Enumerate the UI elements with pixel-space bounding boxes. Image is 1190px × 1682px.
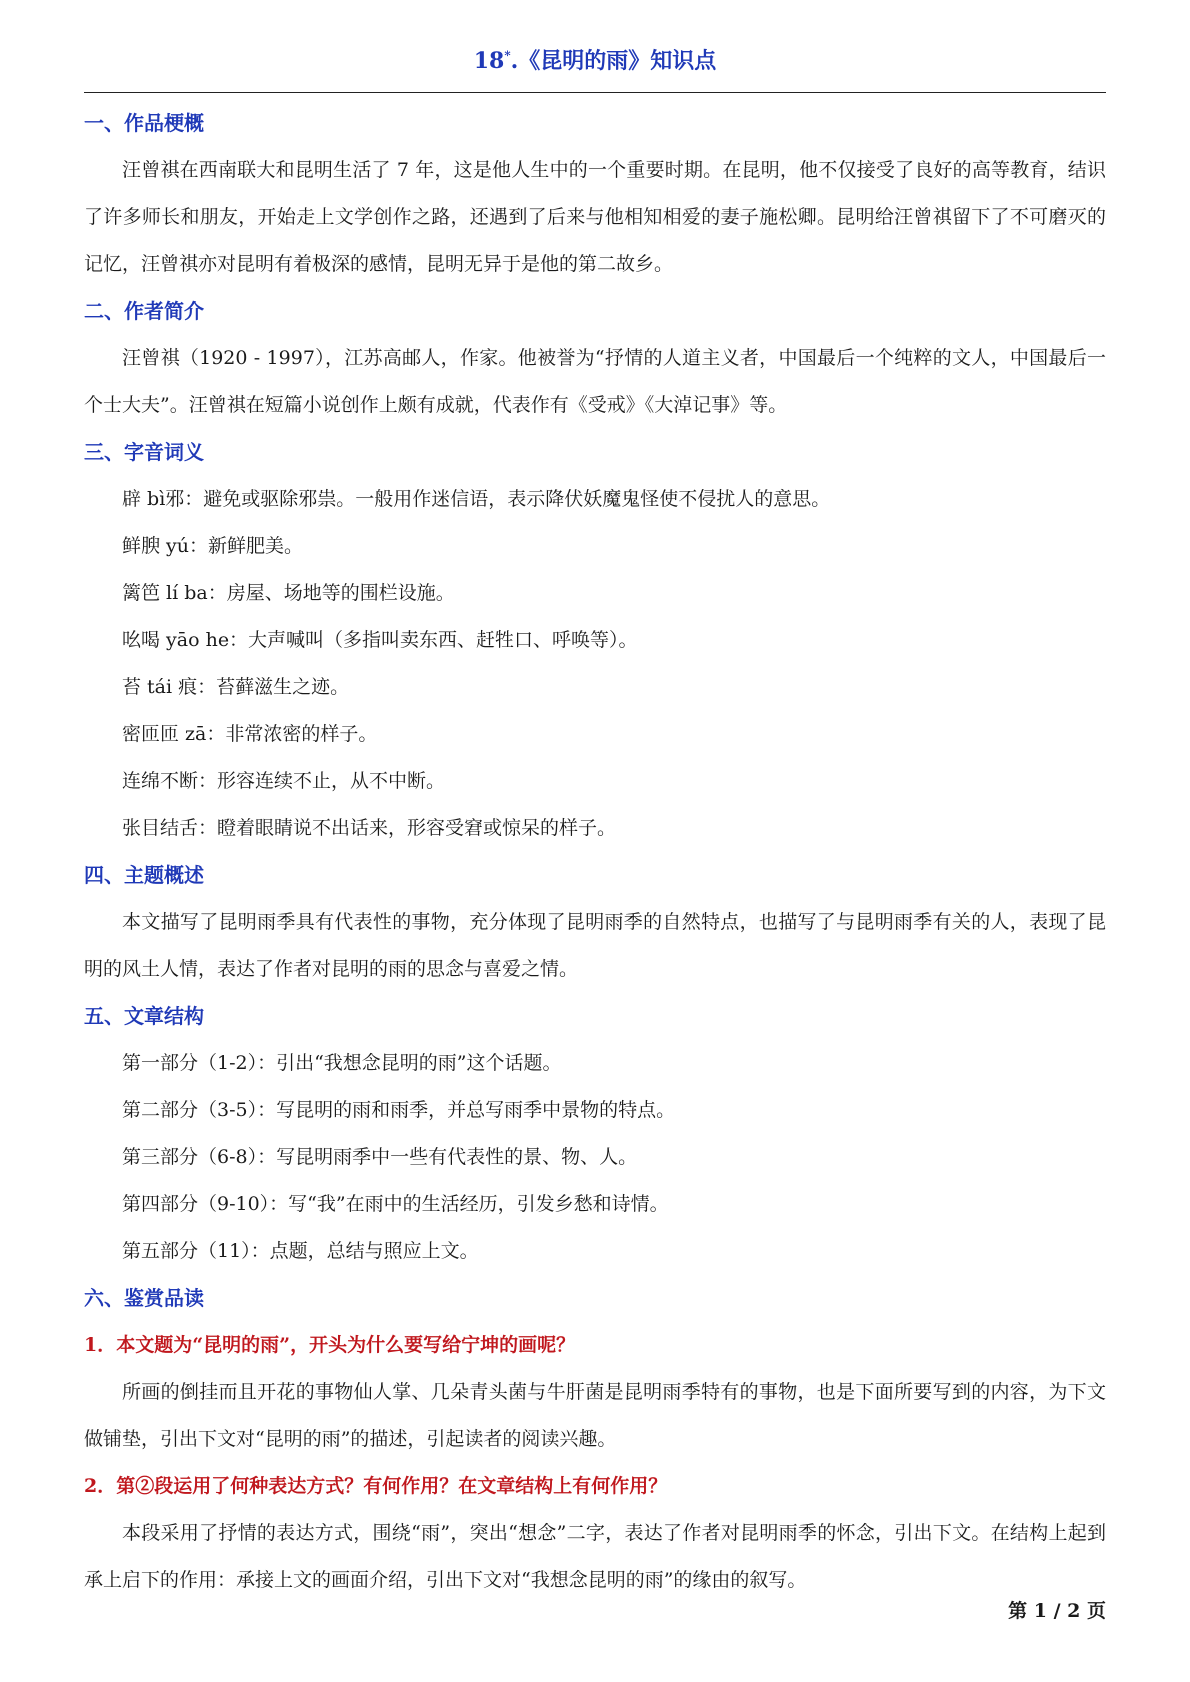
question-2: 2．第②段运用了何种表达方式？有何作用？在文章结构上有何作用？: [84, 1475, 668, 1497]
vocab-item: 苔 tái 痕：苔藓滋生之迹。: [122, 676, 350, 698]
author-paragraph: 汪曾祺（1920 - 1997），江苏高邮人，作家。他被誉为“抒情的人道主义者，中国最后一个纯粹的文人，中国最后一个士大夫”。汪曾祺在短篇小说创作上颇有成就，代表作有《受戒》《大淖记事》等。: [84, 347, 1106, 416]
theme-paragraph: 本文描写了昆明雨季具有代表性的事物，充分体现了昆明雨季的自然特点，也描写了与昆明雨季有关的人，表现了昆明的风土人情，表达了作者对昆明的雨的思念与喜爱之情。: [84, 911, 1106, 980]
structure-item: 第三部分（6-8）：写昆明雨季中一些有代表性的景、物、人。: [122, 1146, 638, 1168]
answer-2: 本段采用了抒情的表达方式，围绕“雨”，突出“想念”二字，表达了作者对昆明雨季的怀念，引出下文。在结构上起到承上启下的作用：承接上文的画面介绍，引出下文对“我想念昆明的雨”的缘由的叙写。: [84, 1522, 1106, 1591]
title-asterisk: *: [504, 48, 511, 63]
summary-paragraph: 汪曾祺在西南联大和昆明生活了 7 年，这是他人生中的一个重要时期。在昆明，他不仅接受了良好的高等教育，结识了许多师长和朋友，开始走上文学创作之路，还遇到了后来与他相知相爱的妻子施松卿。昆明给汪曾祺留下了不可磨灭的记忆，汪曾祺亦对昆明有着极深的感情，昆明无异于是他的第二故乡。: [84, 159, 1106, 275]
vocab-item: 密匝匝 zā：非常浓密的样子。: [122, 723, 378, 745]
section-heading-appreciation: 六、鉴赏品读: [84, 1286, 204, 1310]
vocab-item: 连绵不断：形容连续不止，从不中断。: [122, 770, 446, 792]
structure-item: 第一部分（1-2）：引出“我想念昆明的雨”这个话题。: [122, 1052, 562, 1074]
title-divider: [84, 92, 1106, 93]
section-heading-author: 二、作者简介: [84, 299, 204, 323]
section-heading-vocabulary: 三、字音词义: [84, 440, 204, 464]
document-page: [84, 0, 1106, 1682]
section-heading-theme: 四、主题概述: [84, 863, 204, 887]
question-1: 1．本文题为“昆明的雨”，开头为什么要写给宁坤的画呢？: [84, 1334, 576, 1356]
title-number: 18: [473, 48, 505, 74]
structure-item: 第二部分（3-5）：写昆明的雨和雨季，并总写雨季中景物的特点。: [122, 1099, 676, 1121]
section-heading-summary: 一、作品梗概: [84, 111, 204, 135]
document-title: [84, 44, 1106, 75]
document-body: [84, 100, 1106, 1604]
vocab-item: 张目结舌：瞪着眼睛说不出话来，形容受窘或惊呆的样子。: [122, 817, 617, 839]
section-heading-structure: 五、文章结构: [84, 1004, 204, 1028]
vocab-item: 篱笆 lí ba：房屋、场地等的围栏设施。: [122, 582, 455, 604]
structure-item: 第四部分（9-10）：写“我”在雨中的生活经历，引发乡愁和诗情。: [122, 1193, 669, 1215]
answer-1: 所画的倒挂而且开花的事物仙人掌、几朵青头菌与牛肝菌是昆明雨季特有的事物，也是下面所要写到的内容，为下文做铺垫，引出下文对“昆明的雨”的描述，引起读者的阅读兴趣。: [84, 1381, 1106, 1450]
vocab-item: 吆喝 yāo he：大声喊叫（多指叫卖东西、赶牲口、呼唤等）。: [122, 629, 638, 651]
structure-item: 第五部分（11）：点题，总结与照应上文。: [122, 1240, 479, 1262]
title-text: .《昆明的雨》知识点: [510, 48, 717, 74]
vocab-item: 辟 bì邪：避免或驱除邪祟。一般用作迷信语，表示降伏妖魔鬼怪使不侵扰人的意思。: [122, 488, 831, 510]
vocab-item: 鲜腴 yú：新鲜肥美。: [122, 535, 304, 557]
page-number: 第 1 / 2 页: [1008, 1600, 1106, 1622]
